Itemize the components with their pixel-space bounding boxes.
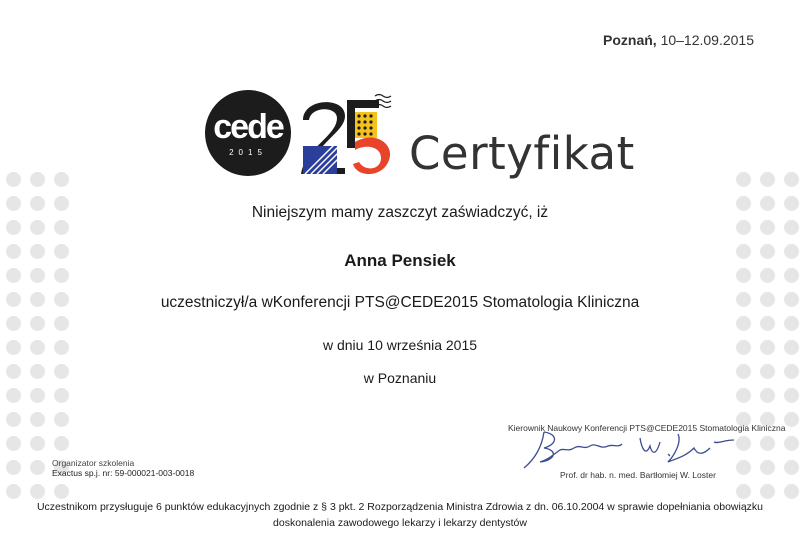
- signatory-name: Prof. dr hab. n. med. Bartłomiej W. Loster: [560, 470, 716, 480]
- anniversary-25-logo: [297, 92, 395, 178]
- cede-logo: [205, 90, 291, 176]
- signatory-role: Kierownik Naukowy Konferencji PTS@CEDE2015 Stomatologia Kliniczna: [508, 423, 786, 433]
- footer-regulation: doskonalenia zawodowego lekarzy i lekarzy dentystów: [273, 517, 527, 529]
- certificate-date: [603, 32, 754, 48]
- recipient-name: Anna Pensiek: [344, 251, 456, 270]
- event-day: w dniu 10 września 2015: [322, 337, 478, 353]
- event-place: w Poznaniu: [363, 370, 437, 386]
- cede-logo-year: 2015: [229, 148, 267, 157]
- organizer-name: Exactus sp.j. nr: 59-000021-003-0018: [52, 468, 195, 478]
- organizer-label: Organizator szkolenia: [52, 458, 135, 468]
- cede-logo-word: cede: [213, 108, 283, 146]
- participation-statement: uczestniczył/a wKonferencji PTS@CEDE2015 Stomatologia Kliniczna: [160, 294, 640, 311]
- handwritten-signature: [518, 428, 748, 472]
- certificate-intro: Niniejszym mamy zaszczyt zaświadczyć, iż: [251, 204, 549, 221]
- date-city: Poznań,: [603, 32, 657, 48]
- date-range: 10–12.09.2015: [660, 32, 754, 48]
- footer-education-points: Uczestnikom przysługuje 6 punktów edukacyjnych zgodnie z § 3 pkt. 2 Rozporządzenia Ministra Zdrowia z dn. 06.10.2004 w sprawie dopełniania obowiązku: [36, 501, 764, 513]
- certificate-title: Certyfikat: [409, 127, 635, 180]
